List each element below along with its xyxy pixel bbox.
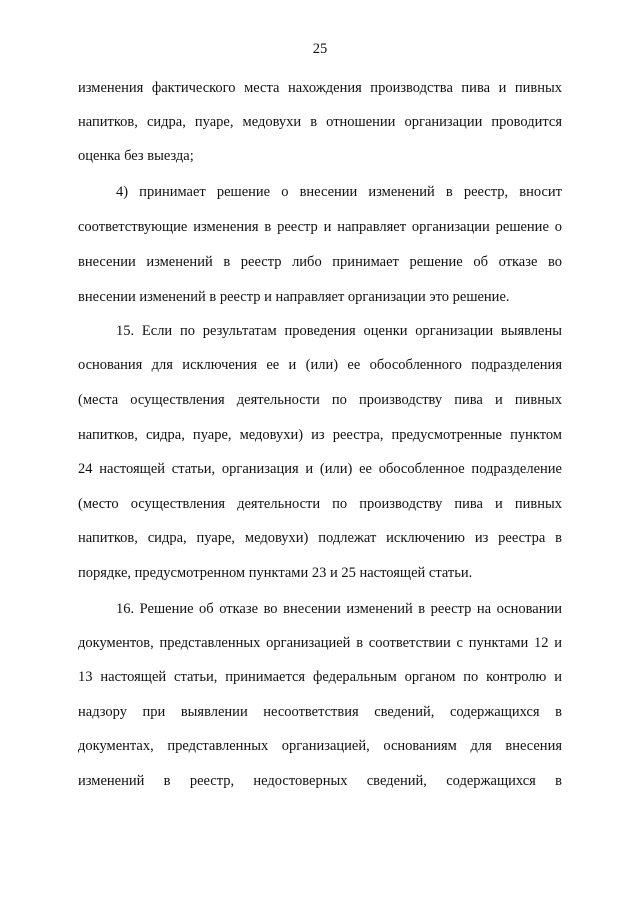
text-line: внесении изменений в реестр и направляет организации это решение. (78, 289, 510, 305)
text-line: изменений в реестр, недостоверных сведений, содержащихся в (78, 773, 562, 789)
text-line: основания для исключения ее и (или) ее обособленного подразделения (78, 357, 562, 373)
text-line: надзору при выявлении несоответствия сведений, содержащихся в (78, 704, 562, 720)
text-line: (место осуществления деятельности по производству пива и пивных (78, 496, 562, 512)
text-line: 13 настоящей статьи, принимается федеральным органом по контролю и (78, 669, 562, 685)
text-line: 4) принимает решение о внесении изменений в реестр, вносит (116, 184, 562, 200)
text-line: оценка без выезда; (78, 148, 194, 164)
text-line: 24 настоящей статьи, организация и (или) ее обособленное подразделение (78, 461, 562, 477)
page-number: 25 (312, 41, 328, 57)
text-line: напитков, сидра, пуаре, медовухи) из реестра, предусмотренные пунктом (78, 427, 562, 443)
text-line: напитков, сидра, пуаре, медовухи) подлежат исключению из реестра в (78, 530, 562, 546)
text-line: документов, представленных организацией в соответствии с пунктами 12 и (78, 635, 562, 651)
text-line: соответствующие изменения в реестр и направляет организации решение о (78, 219, 562, 235)
text-line: порядке, предусмотренном пунктами 23 и 25 настоящей статьи. (78, 565, 473, 581)
text-line: 16. Решение об отказе во внесении изменений в реестр на основании (116, 601, 562, 617)
text-line: документах, представленных организацией, основаниям для внесения (78, 738, 562, 754)
text-line: внесении изменений в реестр либо принимает решение об отказе во (78, 254, 562, 270)
text-line: 15. Если по результатам проведения оценки организации выявлены (116, 323, 562, 339)
text-line: напитков, сидра, пуаре, медовухи в отношении организации проводится (78, 114, 562, 130)
text-line: (места осуществления деятельности по производству пива и пивных (78, 392, 562, 408)
text-line: изменения фактического места нахождения производства пива и пивных (78, 80, 562, 96)
